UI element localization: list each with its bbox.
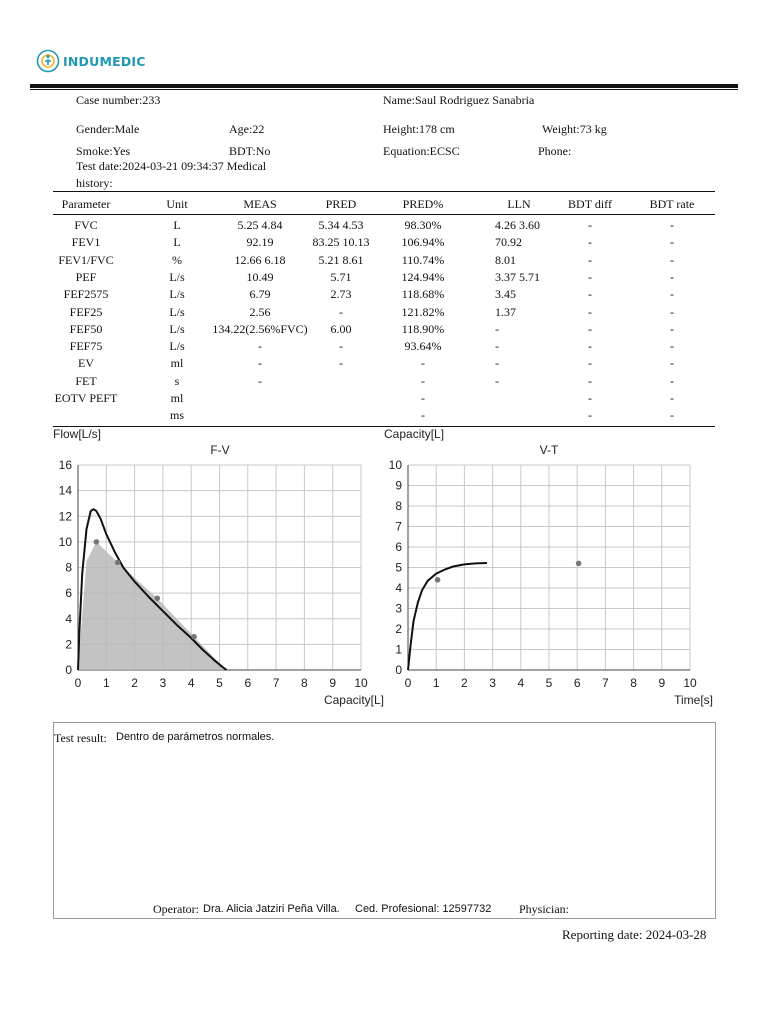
- x-tick-label: 5: [545, 676, 553, 690]
- table-cell: EOTV PEFT: [54, 391, 118, 405]
- table-cell: -: [670, 252, 674, 267]
- table-cell: FET: [75, 373, 97, 388]
- predicted-point: [115, 560, 121, 566]
- table-cell: 92.19: [246, 235, 274, 250]
- table-cell: 5.21 8.61: [318, 252, 364, 267]
- table-cell: FEV1: [71, 235, 101, 250]
- table-cell: 5.25 4.84: [237, 218, 283, 232]
- patient-name: Name:Saul Rodriguez Sanabria: [383, 93, 535, 107]
- table-cell: -: [258, 356, 262, 371]
- table-cell: 8.01: [495, 252, 516, 267]
- table-cell: 121.82%: [401, 304, 445, 319]
- y-tick-label: 5: [395, 560, 402, 575]
- table-cell: -: [670, 218, 674, 232]
- x-tick-label: 6: [573, 676, 581, 690]
- table-cell: 4.26 3.60: [495, 218, 540, 232]
- weight: Weight:73 kg: [542, 122, 607, 136]
- charts: [0, 425, 768, 715]
- table-cell: -: [258, 373, 262, 388]
- y-axis-label: Capacity[L]: [384, 427, 445, 441]
- table-cell: L/s: [169, 321, 185, 336]
- table-cell: L: [173, 235, 181, 250]
- table-cell: -: [258, 339, 262, 354]
- x-tick-label: 10: [683, 676, 697, 690]
- table-cell: -: [588, 304, 592, 319]
- column-header: BDT rate: [649, 197, 695, 211]
- table-cell: -: [495, 356, 499, 371]
- table-cell: -: [588, 391, 592, 405]
- table-cell: -: [495, 321, 499, 336]
- column-header: LLN: [507, 197, 531, 211]
- table-cell: -: [670, 321, 674, 336]
- table-cell: 93.64%: [404, 339, 442, 354]
- logo-text: INDUMEDIC: [63, 53, 146, 69]
- x-tick-label: 8: [630, 676, 637, 690]
- logo-icon: [36, 49, 60, 73]
- x-axis-label: Capacity[L]: [323, 693, 384, 707]
- predicted-point: [191, 634, 197, 640]
- x-tick-label: 9: [329, 676, 337, 690]
- table-cell: ml: [170, 391, 184, 405]
- x-axis-label: Time[s]: [674, 693, 713, 707]
- y-tick-label: 0: [65, 663, 72, 677]
- x-tick-label: 3: [159, 676, 167, 690]
- table-cell: -: [670, 391, 674, 405]
- column-header: MEAS: [243, 197, 277, 211]
- reporting-date: Reporting date: 2024-03-28: [562, 927, 707, 942]
- table-cell: PEF: [75, 269, 97, 284]
- x-tick-label: 1: [102, 676, 110, 690]
- table-cell: -: [421, 408, 425, 423]
- logo: [36, 49, 146, 73]
- test-result-label: Test result:: [54, 731, 107, 745]
- y-tick-label: 14: [58, 483, 72, 498]
- table-cell: -: [588, 287, 592, 302]
- table-cell: -: [670, 235, 674, 250]
- x-tick-label: 1: [432, 676, 440, 690]
- table-cell: -: [670, 339, 674, 354]
- table-cell: -: [495, 373, 499, 388]
- table-cell: 10.49: [246, 269, 274, 284]
- y-tick-label: 9: [395, 478, 402, 493]
- table-cell: FEF25: [69, 304, 103, 319]
- y-tick-label: 10: [58, 534, 72, 549]
- age: Age:22: [229, 122, 265, 136]
- y-tick-label: 0: [395, 663, 402, 677]
- case-number: Case number:233: [76, 93, 161, 107]
- column-header: BDT diff: [568, 197, 612, 211]
- x-tick-label: 4: [187, 676, 195, 690]
- x-tick-label: 9: [658, 676, 666, 690]
- ced-profesional: Ced. Profesional: 12597732: [355, 903, 492, 915]
- x-tick-label: 7: [272, 676, 280, 690]
- table-cell: 3.45: [495, 287, 516, 302]
- phone: Phone:: [538, 144, 572, 158]
- test-result-text: Dentro de parámetros normales.: [116, 731, 275, 743]
- chart-title: F-V: [210, 443, 230, 457]
- y-tick-label: 4: [65, 611, 72, 626]
- gender: Gender:Male: [76, 122, 140, 136]
- table-cell: 5.34 4.53: [318, 218, 364, 232]
- table-top-rule: [53, 191, 715, 192]
- table-cell: s: [174, 373, 180, 388]
- table-cell: 106.94%: [401, 235, 445, 250]
- table-cell: 118.90%: [401, 321, 445, 336]
- table-cell: -: [588, 408, 592, 423]
- x-tick-label: 8: [301, 676, 308, 690]
- y-tick-label: 1: [395, 642, 402, 657]
- table-cell: 124.94%: [401, 269, 445, 284]
- header-rule: [30, 84, 738, 88]
- y-tick-label: 12: [58, 509, 72, 524]
- x-tick-label: 10: [354, 676, 368, 690]
- y-tick-label: 4: [395, 581, 402, 595]
- x-tick-label: 7: [602, 676, 609, 690]
- table-cell: EV: [78, 356, 94, 371]
- y-tick-label: 10: [388, 458, 402, 472]
- operator-label: Operator:: [153, 902, 199, 916]
- predicted-point: [435, 577, 441, 583]
- x-tick-label: 0: [404, 676, 412, 690]
- y-tick-label: 2: [395, 622, 402, 636]
- x-tick-label: 2: [131, 676, 138, 690]
- y-tick-label: 6: [395, 540, 402, 554]
- x-tick-label: 6: [244, 676, 252, 690]
- y-tick-label: 8: [65, 560, 72, 575]
- table-cell: -: [588, 218, 592, 232]
- table-cell: -: [670, 356, 674, 371]
- table-cell: 6.00: [330, 321, 352, 336]
- table-cell: -: [421, 391, 425, 405]
- physician-label: Physician:: [519, 902, 569, 916]
- bdt: BDT:No: [229, 144, 271, 158]
- table-cell: FEF2575: [63, 287, 109, 302]
- table-cell: -: [339, 304, 343, 319]
- table-cell: 12.66 6.18: [234, 252, 286, 267]
- table-cell: FEF75: [69, 339, 103, 354]
- measured-curve: [408, 563, 487, 670]
- table-cell: 5.71: [330, 269, 352, 284]
- predicted-point: [576, 561, 582, 567]
- height: Height:178 cm: [383, 122, 455, 136]
- table-cell: L/s: [169, 269, 185, 284]
- y-tick-label: 16: [58, 458, 72, 472]
- table-cell: FVC: [74, 218, 98, 232]
- table-cell: L/s: [169, 304, 185, 319]
- table-cell: -: [670, 373, 674, 388]
- y-tick-label: 2: [65, 637, 72, 652]
- y-axis-label: Flow[L/s]: [53, 427, 102, 441]
- table-cell: 2.73: [330, 287, 352, 302]
- header-rule-thin: [30, 89, 738, 90]
- operator-name: Dra. Alicia Jatziri Peña Villa.: [203, 903, 340, 915]
- table-cell: -: [495, 339, 499, 354]
- table-cell: -: [670, 269, 674, 284]
- table-cell: 83.25 10.13: [312, 235, 370, 250]
- y-tick-label: 7: [395, 519, 402, 534]
- table-cell: -: [421, 356, 425, 371]
- column-header: PRED: [325, 197, 357, 211]
- x-tick-label: 5: [216, 676, 223, 690]
- table-cell: %: [172, 252, 182, 267]
- table-cell: -: [588, 321, 592, 336]
- equation: Equation:ECSC: [383, 144, 460, 158]
- table-cell: ml: [170, 356, 184, 371]
- table-cell: -: [670, 408, 674, 423]
- predicted-point: [154, 595, 160, 601]
- table-cell: -: [670, 304, 674, 319]
- table-cell: 98.30%: [404, 218, 442, 232]
- x-tick-label: 2: [461, 676, 468, 690]
- table-cell: FEV1/FVC: [58, 252, 114, 267]
- table-cell: 1.37: [495, 304, 516, 319]
- table-cell: ms: [169, 408, 184, 423]
- y-tick-label: 3: [395, 601, 402, 616]
- table-cell: -: [339, 339, 343, 354]
- test-result-box: [53, 722, 716, 919]
- column-header: Unit: [166, 197, 188, 211]
- chart-title: V-T: [539, 443, 559, 457]
- table-cell: -: [588, 269, 592, 284]
- table-cell: -: [588, 339, 592, 354]
- table-cell: 118.68%: [401, 287, 445, 302]
- table-cell: -: [588, 235, 592, 250]
- table-cell: 110.74%: [401, 252, 445, 267]
- table-cell: L/s: [169, 339, 185, 354]
- table-cell: 6.79: [249, 287, 271, 302]
- table-cell: -: [421, 373, 425, 388]
- table-cell: -: [670, 287, 674, 302]
- table-cell: -: [588, 356, 592, 371]
- column-header: Parameter: [61, 197, 111, 211]
- smoke: Smoke:Yes: [76, 144, 131, 158]
- table-cell: 2.56: [249, 304, 271, 319]
- x-tick-label: 4: [517, 676, 525, 690]
- table-cell: -: [339, 356, 343, 371]
- table-cell: L/s: [169, 287, 185, 302]
- table-cell: FEF50: [69, 321, 103, 336]
- table-cell: 70.92: [495, 235, 522, 250]
- column-header: PRED%: [402, 197, 444, 211]
- y-tick-label: 6: [65, 586, 72, 601]
- medical-history: history:: [76, 176, 113, 190]
- x-tick-label: 0: [74, 676, 82, 690]
- predicted-point: [94, 539, 100, 545]
- x-tick-label: 3: [489, 676, 496, 690]
- table-cell: -: [588, 373, 592, 388]
- table-header-rule: [53, 214, 715, 215]
- y-tick-label: 8: [395, 499, 402, 513]
- table-cell: -: [588, 252, 592, 267]
- test-date: Test date:2024-03-21 09:34:37 Medical: [76, 159, 267, 173]
- table-cell: 134.22(2.56%FVC): [212, 321, 308, 336]
- table-cell: 3.37 5.71: [495, 269, 540, 284]
- table-cell: L: [173, 218, 181, 232]
